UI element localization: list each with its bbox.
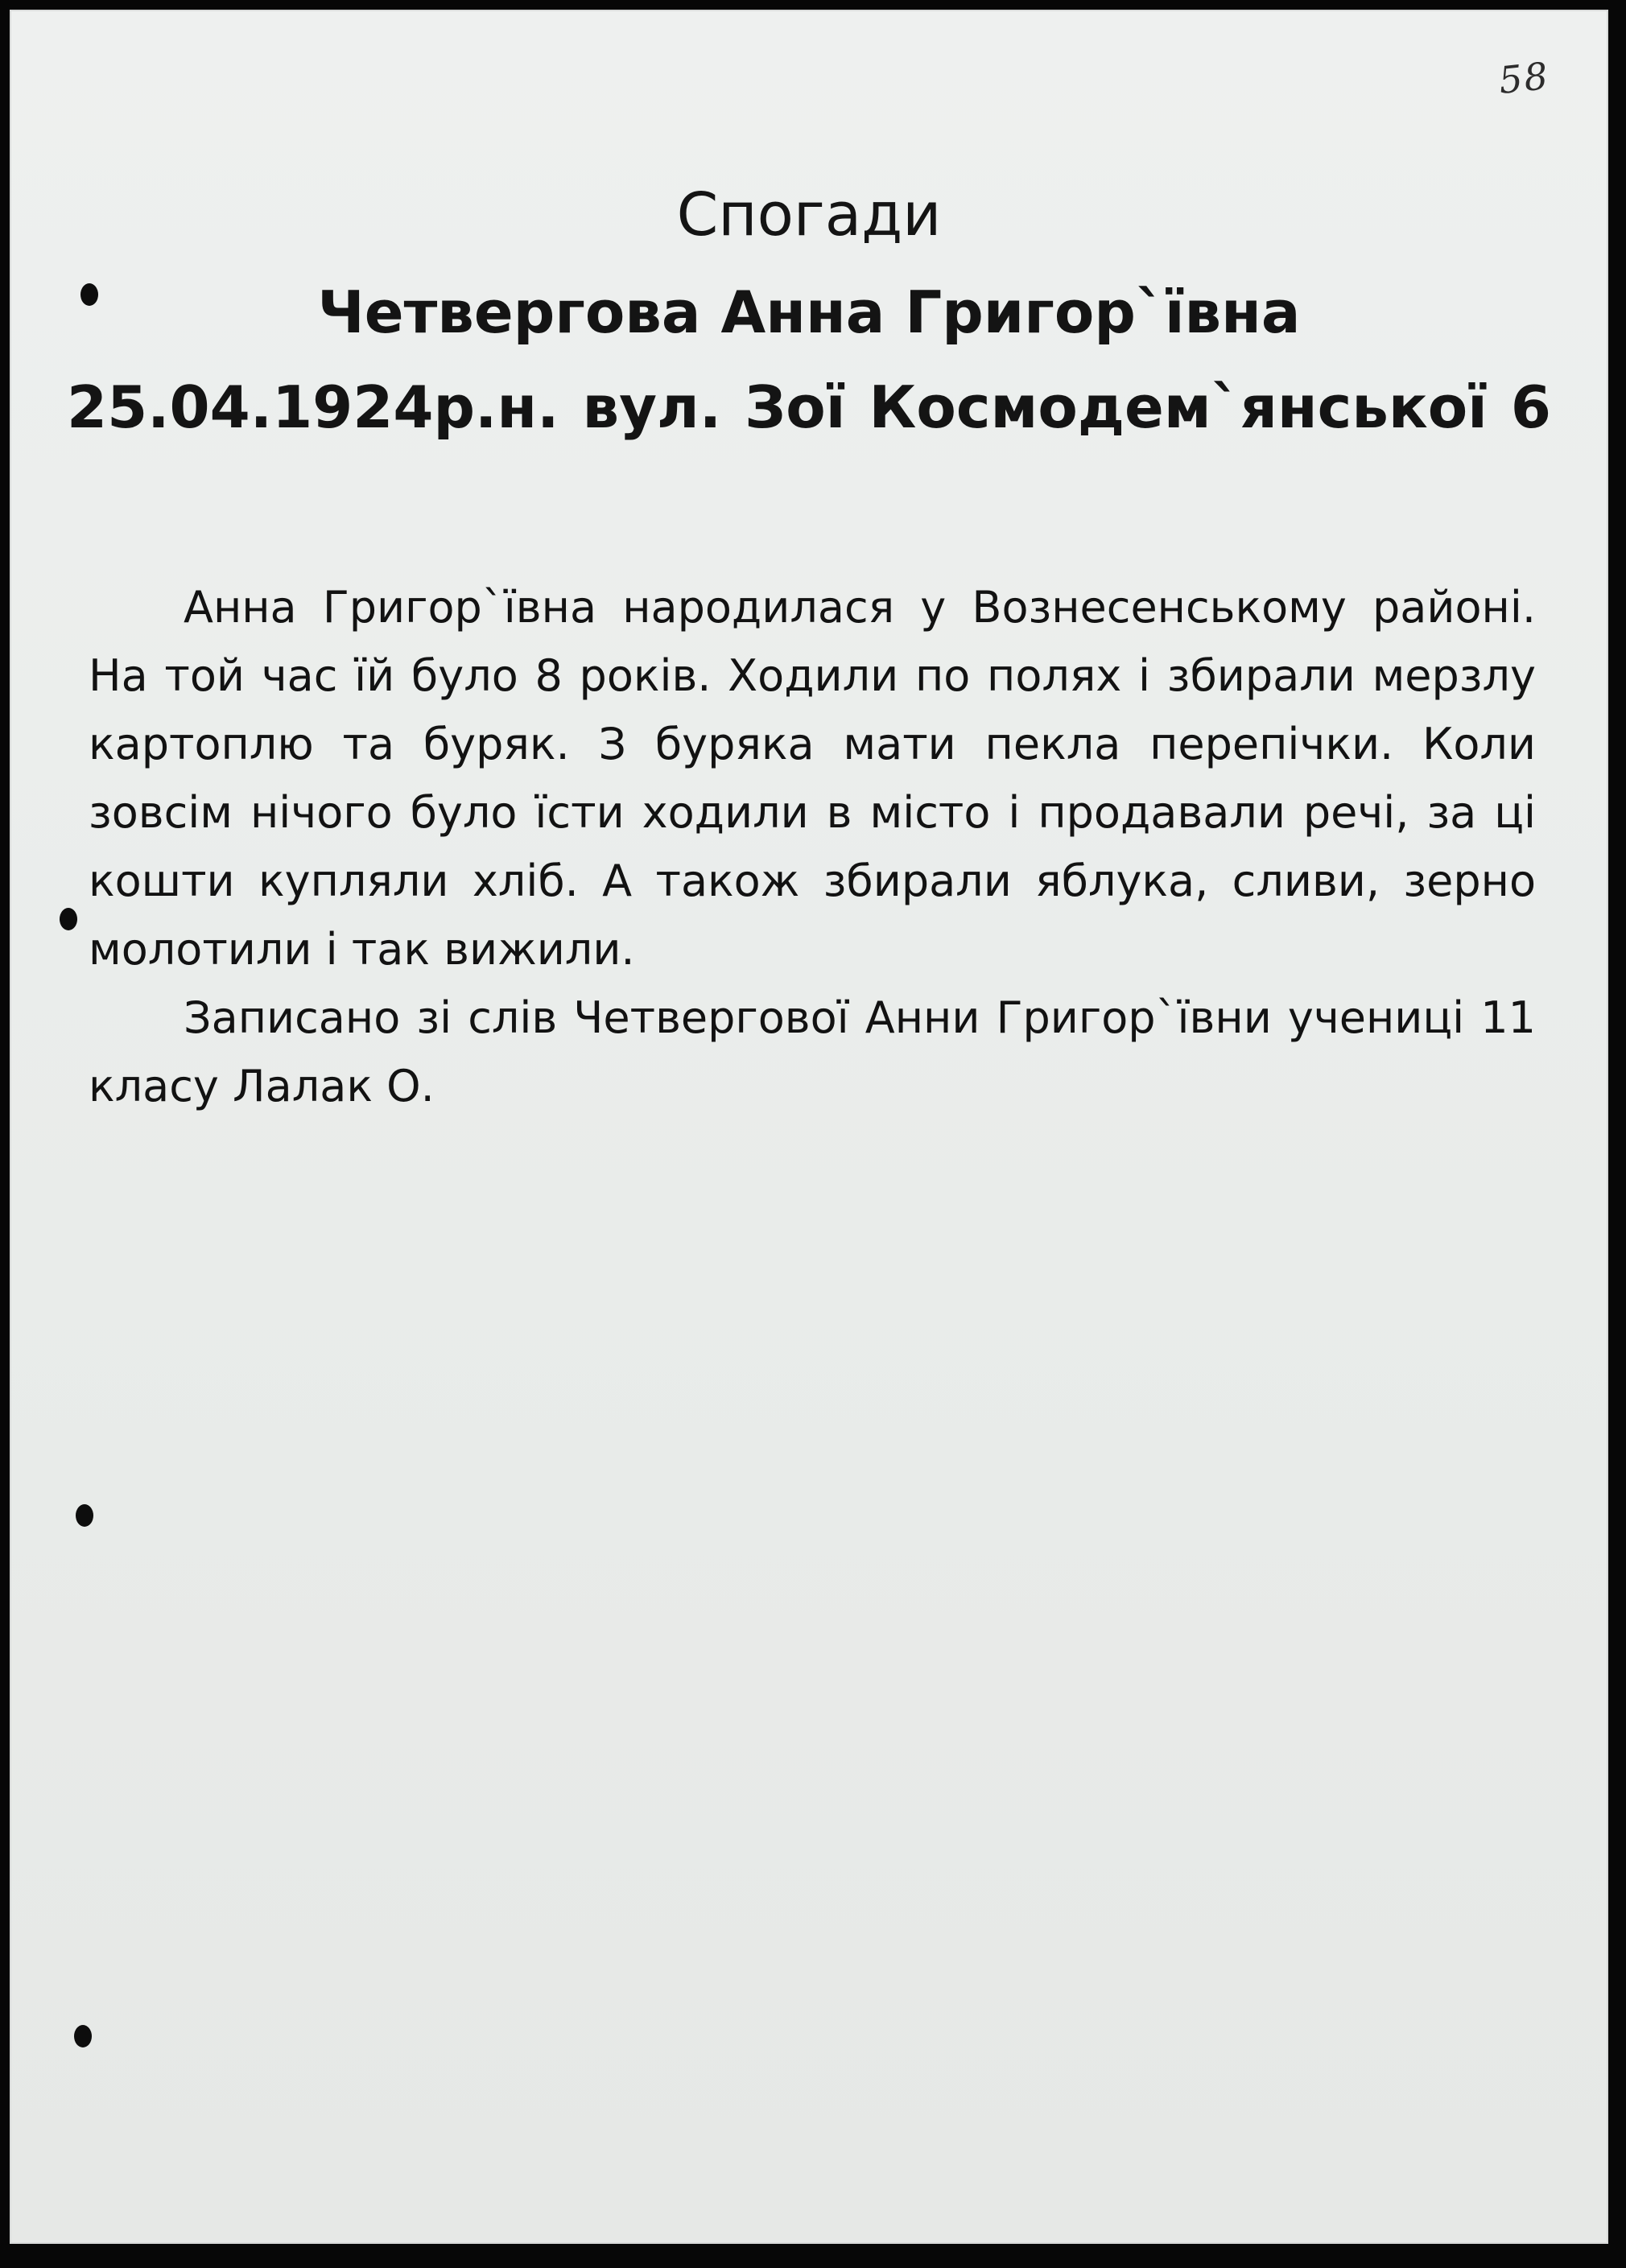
binder-hole (74, 2025, 92, 2047)
binder-hole (76, 1504, 93, 1527)
person-name: Четвергова Анна Григор`ївна (317, 278, 1301, 346)
recorded-by-paragraph: Записано зі слів Четвергової Анни Григор`ївни учениці 11 класу Лалак О. (89, 992, 1536, 1111)
document-title: Спогади (676, 180, 942, 249)
memoir-text (89, 573, 1536, 1120)
document-page (10, 10, 1608, 2244)
binder-hole (80, 283, 98, 306)
binder-hole (60, 908, 77, 930)
handwritten-page-number: 58 (1496, 53, 1552, 103)
memoir-paragraph: Анна Григор`ївна народилася у Вознесенському районі. На той час їй було 8 років. Ходили по полях і збирали мерзлу картоплю та буряк. З буряка мати пекла перепічки. Коли зовсім нічого було їсти ходили в місто і продавали речі, за ці кошти купляли хліб. А також збирали яблука, сливи, зерно молотили і так вижили. (89, 582, 1536, 975)
birth-date-address: 25.04.1924р.н. вул. Зої Космодем`янської 6 (66, 373, 1552, 441)
